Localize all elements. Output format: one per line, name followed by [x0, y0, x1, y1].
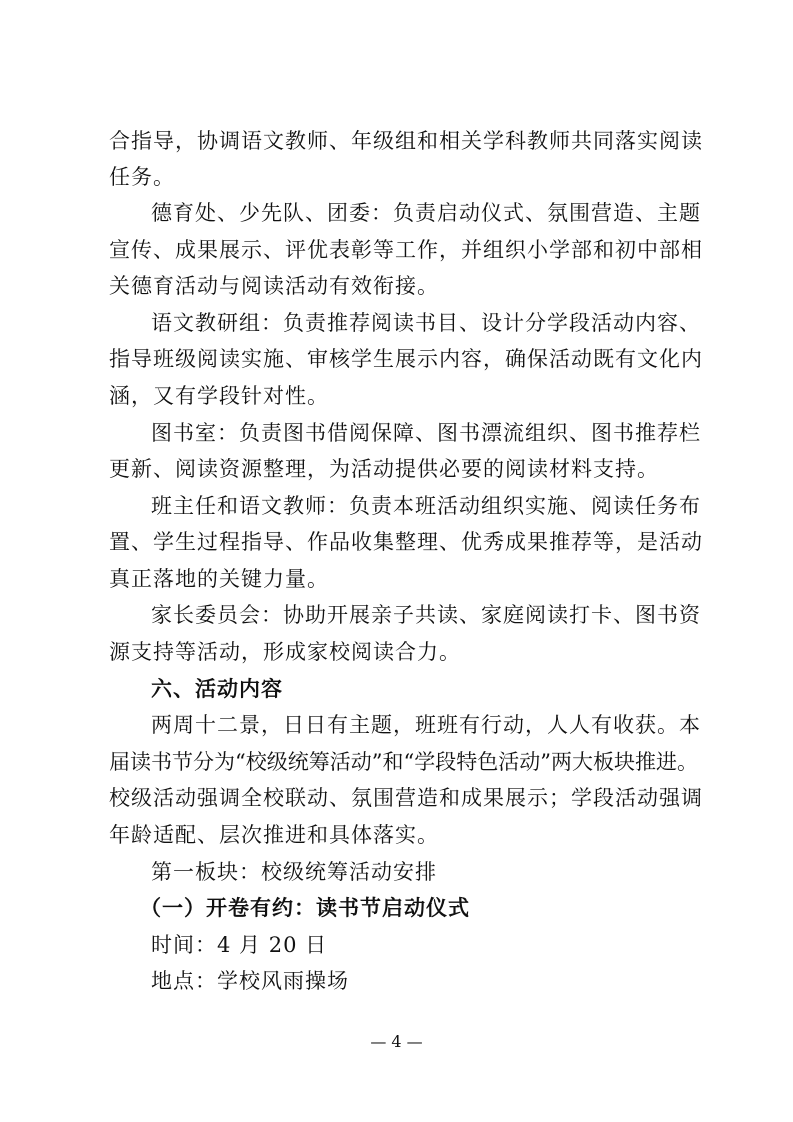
body-line: 宣传、成果展示、评优表彰等工作，并组织小学部和初中部相 — [109, 238, 703, 262]
time-line: 时间：4 月 20 日 — [151, 933, 328, 957]
paragraph-yuwen-start: 语文教研组：负责推荐阅读书目、设计分学段活动内容、 — [151, 311, 701, 335]
body-line: 关德育活动与阅读活动有效衔接。 — [109, 274, 439, 298]
paragraph-content-start: 两周十二景，日日有主题，班班有行动，人人有收获。本 — [151, 713, 701, 737]
paragraph-library-start: 图书室：负责图书借阅保障、图书漂流组织、图书推荐栏 — [151, 421, 701, 445]
block-title: 第一板块：校级统筹活动安排 — [151, 860, 437, 884]
body-line: 涵，又有学段针对性。 — [109, 384, 329, 408]
section-heading: 六、活动内容 — [151, 677, 283, 701]
body-line: 届读书节分为“校级统筹活动”和“学段特色活动”两大板块推进。 — [109, 750, 698, 774]
body-line: 指导班级阅读实施、审核学生展示内容，确保活动既有文化内 — [109, 347, 703, 371]
body-line: 置、学生过程指导、作品收集整理、优秀成果推荐等，是活动 — [109, 530, 703, 554]
body-line: 任务。 — [109, 165, 175, 189]
subsection-heading: （一）开卷有约：读书节启动仪式 — [140, 896, 470, 920]
body-line: 合指导，协调语文教师、年级组和相关学科教师共同落实阅读 — [109, 129, 703, 153]
paragraph-teacher-start: 班主任和语文教师：负责本班活动组织实施、阅读任务布 — [151, 494, 701, 518]
body-line: 源支持等活动，形成家校阅读合力。 — [109, 640, 461, 664]
page-number: — 4 — — [370, 1032, 423, 1051]
location-line: 地点：学校风雨操场 — [151, 969, 349, 993]
body-line: 校级活动强调全校联动、氛围营造和成果展示；学段活动强调 — [109, 786, 703, 810]
paragraph-deyu-start: 德育处、少先队、团委：负责启动仪式、氛围营造、主题 — [151, 201, 701, 225]
body-line: 年龄适配、层次推进和具体落实。 — [109, 823, 439, 847]
body-line: 更新、阅读资源整理，为活动提供必要的阅读材料支持。 — [109, 457, 659, 481]
body-line: 真正落地的关键力量。 — [109, 567, 329, 591]
paragraph-parents-start: 家长委员会：协助开展亲子共读、家庭阅读打卡、图书资 — [151, 603, 701, 627]
